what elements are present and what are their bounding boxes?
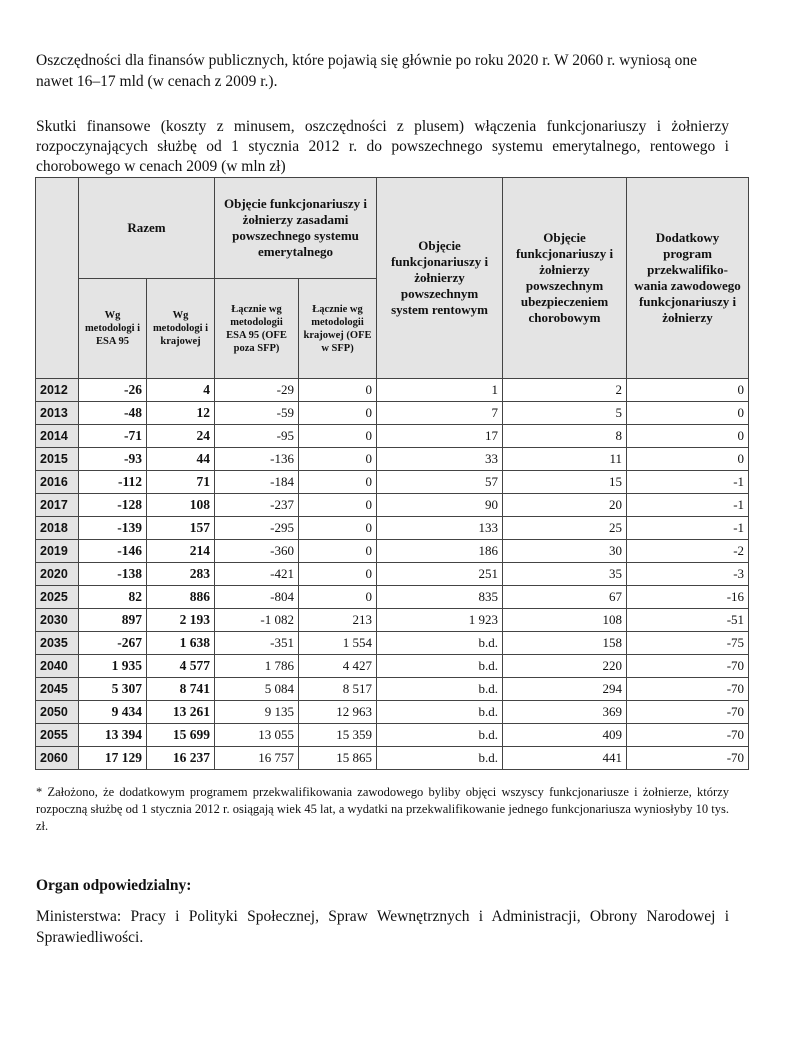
razem-esa-cell: 897: [79, 609, 147, 632]
program-cell: 0: [627, 425, 749, 448]
razem-krajowej-cell: 2 193: [147, 609, 215, 632]
emerytalny-krajowej-cell: 0: [299, 586, 377, 609]
emerytalny-krajowej-cell: 8 517: [299, 678, 377, 701]
year-cell: 2014: [36, 425, 79, 448]
chorobowy-cell: 8: [503, 425, 627, 448]
razem-krajowej-cell: 4: [147, 379, 215, 402]
program-cell: 0: [627, 448, 749, 471]
razem-krajowej-cell: 4 577: [147, 655, 215, 678]
table-row: [36, 494, 749, 517]
emerytalny-esa-cell: -95: [215, 425, 299, 448]
year-cell: 2018: [36, 517, 79, 540]
footnote: * Założono, że dodatkowym programem przekwalifikowania zawodowego byliby objęci wszyscy funkcjonariusze i żołnierze, którzy rozpoczną służbę od 1 stycznia 2012 r. osiągają wiek 45 lat, a wydatki na przekwalifikowanie jednego funkcjonariusza wyniosłyby 10 tys. zł.: [36, 785, 729, 833]
razem-krajowej-cell: 24: [147, 425, 215, 448]
year-cell: 2055: [36, 724, 79, 747]
razem-krajowej-cell: 16 237: [147, 747, 215, 770]
emerytalny-krajowej-cell: 0: [299, 448, 377, 471]
razem-krajowej-cell: 108: [147, 494, 215, 517]
year-cell: 2045: [36, 678, 79, 701]
header-rentowy: Objęcie funkcjonariuszy i żołnierzy powszechnym system rentowym: [377, 178, 503, 379]
emerytalny-esa-cell: -59: [215, 402, 299, 425]
razem-krajowej-cell: 13 261: [147, 701, 215, 724]
table-row: [36, 632, 749, 655]
rentowy-cell: 7: [377, 402, 503, 425]
razem-esa-cell: 82: [79, 586, 147, 609]
chorobowy-cell: 441: [503, 747, 627, 770]
razem-esa-cell: -138: [79, 563, 147, 586]
razem-esa-cell: -71: [79, 425, 147, 448]
year-cell: 2019: [36, 540, 79, 563]
razem-esa-cell: -128: [79, 494, 147, 517]
rentowy-cell: b.d.: [377, 724, 503, 747]
year-cell: 2017: [36, 494, 79, 517]
razem-esa-cell: -93: [79, 448, 147, 471]
table-row: [36, 540, 749, 563]
emerytalny-krajowej-cell: 0: [299, 517, 377, 540]
table-row: [36, 448, 749, 471]
emerytalny-krajowej-cell: 0: [299, 425, 377, 448]
header-wg-krajowej: Wg metodologi i krajowej: [147, 279, 215, 379]
rentowy-cell: b.d.: [377, 632, 503, 655]
header-lacznie-esa: Łącznie wg metodologii ESA 95 (OFE poza SFP): [215, 279, 299, 379]
program-cell: -3: [627, 563, 749, 586]
year-cell: 2030: [36, 609, 79, 632]
emerytalny-krajowej-cell: 15 359: [299, 724, 377, 747]
emerytalny-esa-cell: -421: [215, 563, 299, 586]
chorobowy-cell: 30: [503, 540, 627, 563]
emerytalny-esa-cell: 16 757: [215, 747, 299, 770]
financial-effects-table: [35, 177, 749, 770]
chorobowy-cell: 20: [503, 494, 627, 517]
emerytalny-esa-cell: 9 135: [215, 701, 299, 724]
chorobowy-cell: 35: [503, 563, 627, 586]
razem-krajowej-cell: 44: [147, 448, 215, 471]
rentowy-cell: 90: [377, 494, 503, 517]
razem-krajowej-cell: 71: [147, 471, 215, 494]
header-razem: Razem: [79, 178, 215, 279]
rentowy-cell: b.d.: [377, 747, 503, 770]
razem-esa-cell: 1 935: [79, 655, 147, 678]
header-chorobowy: Objęcie funkcjonariuszy i żołnierzy powszechnym ubezpieczeniem chorobowym: [503, 178, 627, 379]
corner-cell: [36, 178, 79, 379]
emerytalny-krajowej-cell: 0: [299, 471, 377, 494]
emerytalny-esa-cell: -29: [215, 379, 299, 402]
table-row: [36, 655, 749, 678]
emerytalny-esa-cell: -1 082: [215, 609, 299, 632]
razem-krajowej-cell: 886: [147, 586, 215, 609]
emerytalny-esa-cell: 5 084: [215, 678, 299, 701]
rentowy-cell: b.d.: [377, 655, 503, 678]
year-cell: 2015: [36, 448, 79, 471]
year-cell: 2050: [36, 701, 79, 724]
header-program: Dodatkowy program przekwalifiko-wania zawodowego funkcjonariuszy i żołnierzy: [627, 178, 749, 379]
emerytalny-esa-cell: 13 055: [215, 724, 299, 747]
year-cell: 2020: [36, 563, 79, 586]
chorobowy-cell: 5: [503, 402, 627, 425]
table-row: [36, 379, 749, 402]
table-caption: Skutki finansowe (koszty z minusem, oszczędności z plusem) włączenia funkcjonariuszy i żołnierzy rozpoczynających służbę od 1 stycznia 2012 r. do powszechnego systemu emerytalnego, rentowego i chorobowego w cenach 2009 (w mln zł): [36, 118, 729, 175]
emerytalny-krajowej-cell: 15 865: [299, 747, 377, 770]
chorobowy-cell: 294: [503, 678, 627, 701]
razem-esa-cell: -112: [79, 471, 147, 494]
program-cell: -75: [627, 632, 749, 655]
table-row: [36, 517, 749, 540]
rentowy-cell: 835: [377, 586, 503, 609]
emerytalny-esa-cell: -295: [215, 517, 299, 540]
razem-krajowej-cell: 214: [147, 540, 215, 563]
rentowy-cell: 17: [377, 425, 503, 448]
program-cell: -70: [627, 747, 749, 770]
table-row: [36, 747, 749, 770]
rentowy-cell: 186: [377, 540, 503, 563]
year-cell: 2025: [36, 586, 79, 609]
emerytalny-krajowej-cell: 0: [299, 540, 377, 563]
razem-krajowej-cell: 283: [147, 563, 215, 586]
chorobowy-cell: 67: [503, 586, 627, 609]
razem-esa-cell: -48: [79, 402, 147, 425]
table-row: [36, 563, 749, 586]
emerytalny-krajowej-cell: 0: [299, 494, 377, 517]
chorobowy-cell: 25: [503, 517, 627, 540]
razem-krajowej-cell: 15 699: [147, 724, 215, 747]
program-cell: -1: [627, 471, 749, 494]
header-wg-esa: Wg metodologi i ESA 95: [79, 279, 147, 379]
program-cell: -16: [627, 586, 749, 609]
header-lacznie-krajowej: Łącznie wg metodologii krajowej (OFE w SFP): [299, 279, 377, 379]
emerytalny-esa-cell: -136: [215, 448, 299, 471]
emerytalny-esa-cell: -184: [215, 471, 299, 494]
program-cell: -70: [627, 678, 749, 701]
table-row: [36, 701, 749, 724]
rentowy-cell: 251: [377, 563, 503, 586]
chorobowy-cell: 15: [503, 471, 627, 494]
table-row: [36, 678, 749, 701]
table-row: [36, 586, 749, 609]
year-cell: 2060: [36, 747, 79, 770]
chorobowy-cell: 11: [503, 448, 627, 471]
razem-esa-cell: -26: [79, 379, 147, 402]
program-cell: -70: [627, 701, 749, 724]
rentowy-cell: 1: [377, 379, 503, 402]
razem-esa-cell: 5 307: [79, 678, 147, 701]
year-cell: 2013: [36, 402, 79, 425]
rentowy-cell: 133: [377, 517, 503, 540]
table-row: [36, 425, 749, 448]
razem-esa-cell: -267: [79, 632, 147, 655]
emerytalny-esa-cell: -804: [215, 586, 299, 609]
chorobowy-cell: 369: [503, 701, 627, 724]
rentowy-cell: b.d.: [377, 678, 503, 701]
program-cell: 0: [627, 379, 749, 402]
program-cell: 0: [627, 402, 749, 425]
table-row: [36, 402, 749, 425]
organ-title: Organ odpowiedzialny:: [36, 877, 192, 894]
header-emerytalny: Objęcie funkcjonariuszy i żołnierzy zasadami powszechnego systemu emerytalnego: [215, 178, 377, 279]
razem-esa-cell: 9 434: [79, 701, 147, 724]
table-row: [36, 471, 749, 494]
razem-krajowej-cell: 157: [147, 517, 215, 540]
rentowy-cell: 57: [377, 471, 503, 494]
program-cell: -51: [627, 609, 749, 632]
emerytalny-krajowej-cell: 12 963: [299, 701, 377, 724]
table-row: [36, 724, 749, 747]
emerytalny-krajowej-cell: 0: [299, 379, 377, 402]
razem-krajowej-cell: 1 638: [147, 632, 215, 655]
chorobowy-cell: 409: [503, 724, 627, 747]
emerytalny-krajowej-cell: 0: [299, 563, 377, 586]
rentowy-cell: 1 923: [377, 609, 503, 632]
year-cell: 2040: [36, 655, 79, 678]
emerytalny-esa-cell: 1 786: [215, 655, 299, 678]
emerytalny-krajowej-cell: 0: [299, 402, 377, 425]
razem-esa-cell: 17 129: [79, 747, 147, 770]
emerytalny-esa-cell: -351: [215, 632, 299, 655]
organ-text: Ministerstwa: Pracy i Polityki Społecznej, Spraw Wewnętrznych i Administracji, Obrony Narodowej i Sprawiedliwości.: [36, 908, 729, 946]
table-row: [36, 609, 749, 632]
program-cell: -70: [627, 655, 749, 678]
emerytalny-esa-cell: -360: [215, 540, 299, 563]
emerytalny-esa-cell: -237: [215, 494, 299, 517]
razem-esa-cell: -146: [79, 540, 147, 563]
chorobowy-cell: 158: [503, 632, 627, 655]
rentowy-cell: 33: [377, 448, 503, 471]
table-body: [36, 379, 749, 770]
chorobowy-cell: 2: [503, 379, 627, 402]
emerytalny-krajowej-cell: 213: [299, 609, 377, 632]
razem-krajowej-cell: 8 741: [147, 678, 215, 701]
intro-paragraph: Oszczędności dla finansów publicznych, które pojawią się głównie po roku 2020 r. W 2060 r. wyniosą one nawet 16–17 mld (w cenach z 2009 r.).: [36, 52, 698, 90]
chorobowy-cell: 220: [503, 655, 627, 678]
chorobowy-cell: 108: [503, 609, 627, 632]
year-cell: 2016: [36, 471, 79, 494]
emerytalny-krajowej-cell: 1 554: [299, 632, 377, 655]
razem-esa-cell: -139: [79, 517, 147, 540]
program-cell: -1: [627, 517, 749, 540]
year-cell: 2012: [36, 379, 79, 402]
razem-krajowej-cell: 12: [147, 402, 215, 425]
razem-esa-cell: 13 394: [79, 724, 147, 747]
year-cell: 2035: [36, 632, 79, 655]
rentowy-cell: b.d.: [377, 701, 503, 724]
emerytalny-krajowej-cell: 4 427: [299, 655, 377, 678]
program-cell: -2: [627, 540, 749, 563]
program-cell: -1: [627, 494, 749, 517]
program-cell: -70: [627, 724, 749, 747]
